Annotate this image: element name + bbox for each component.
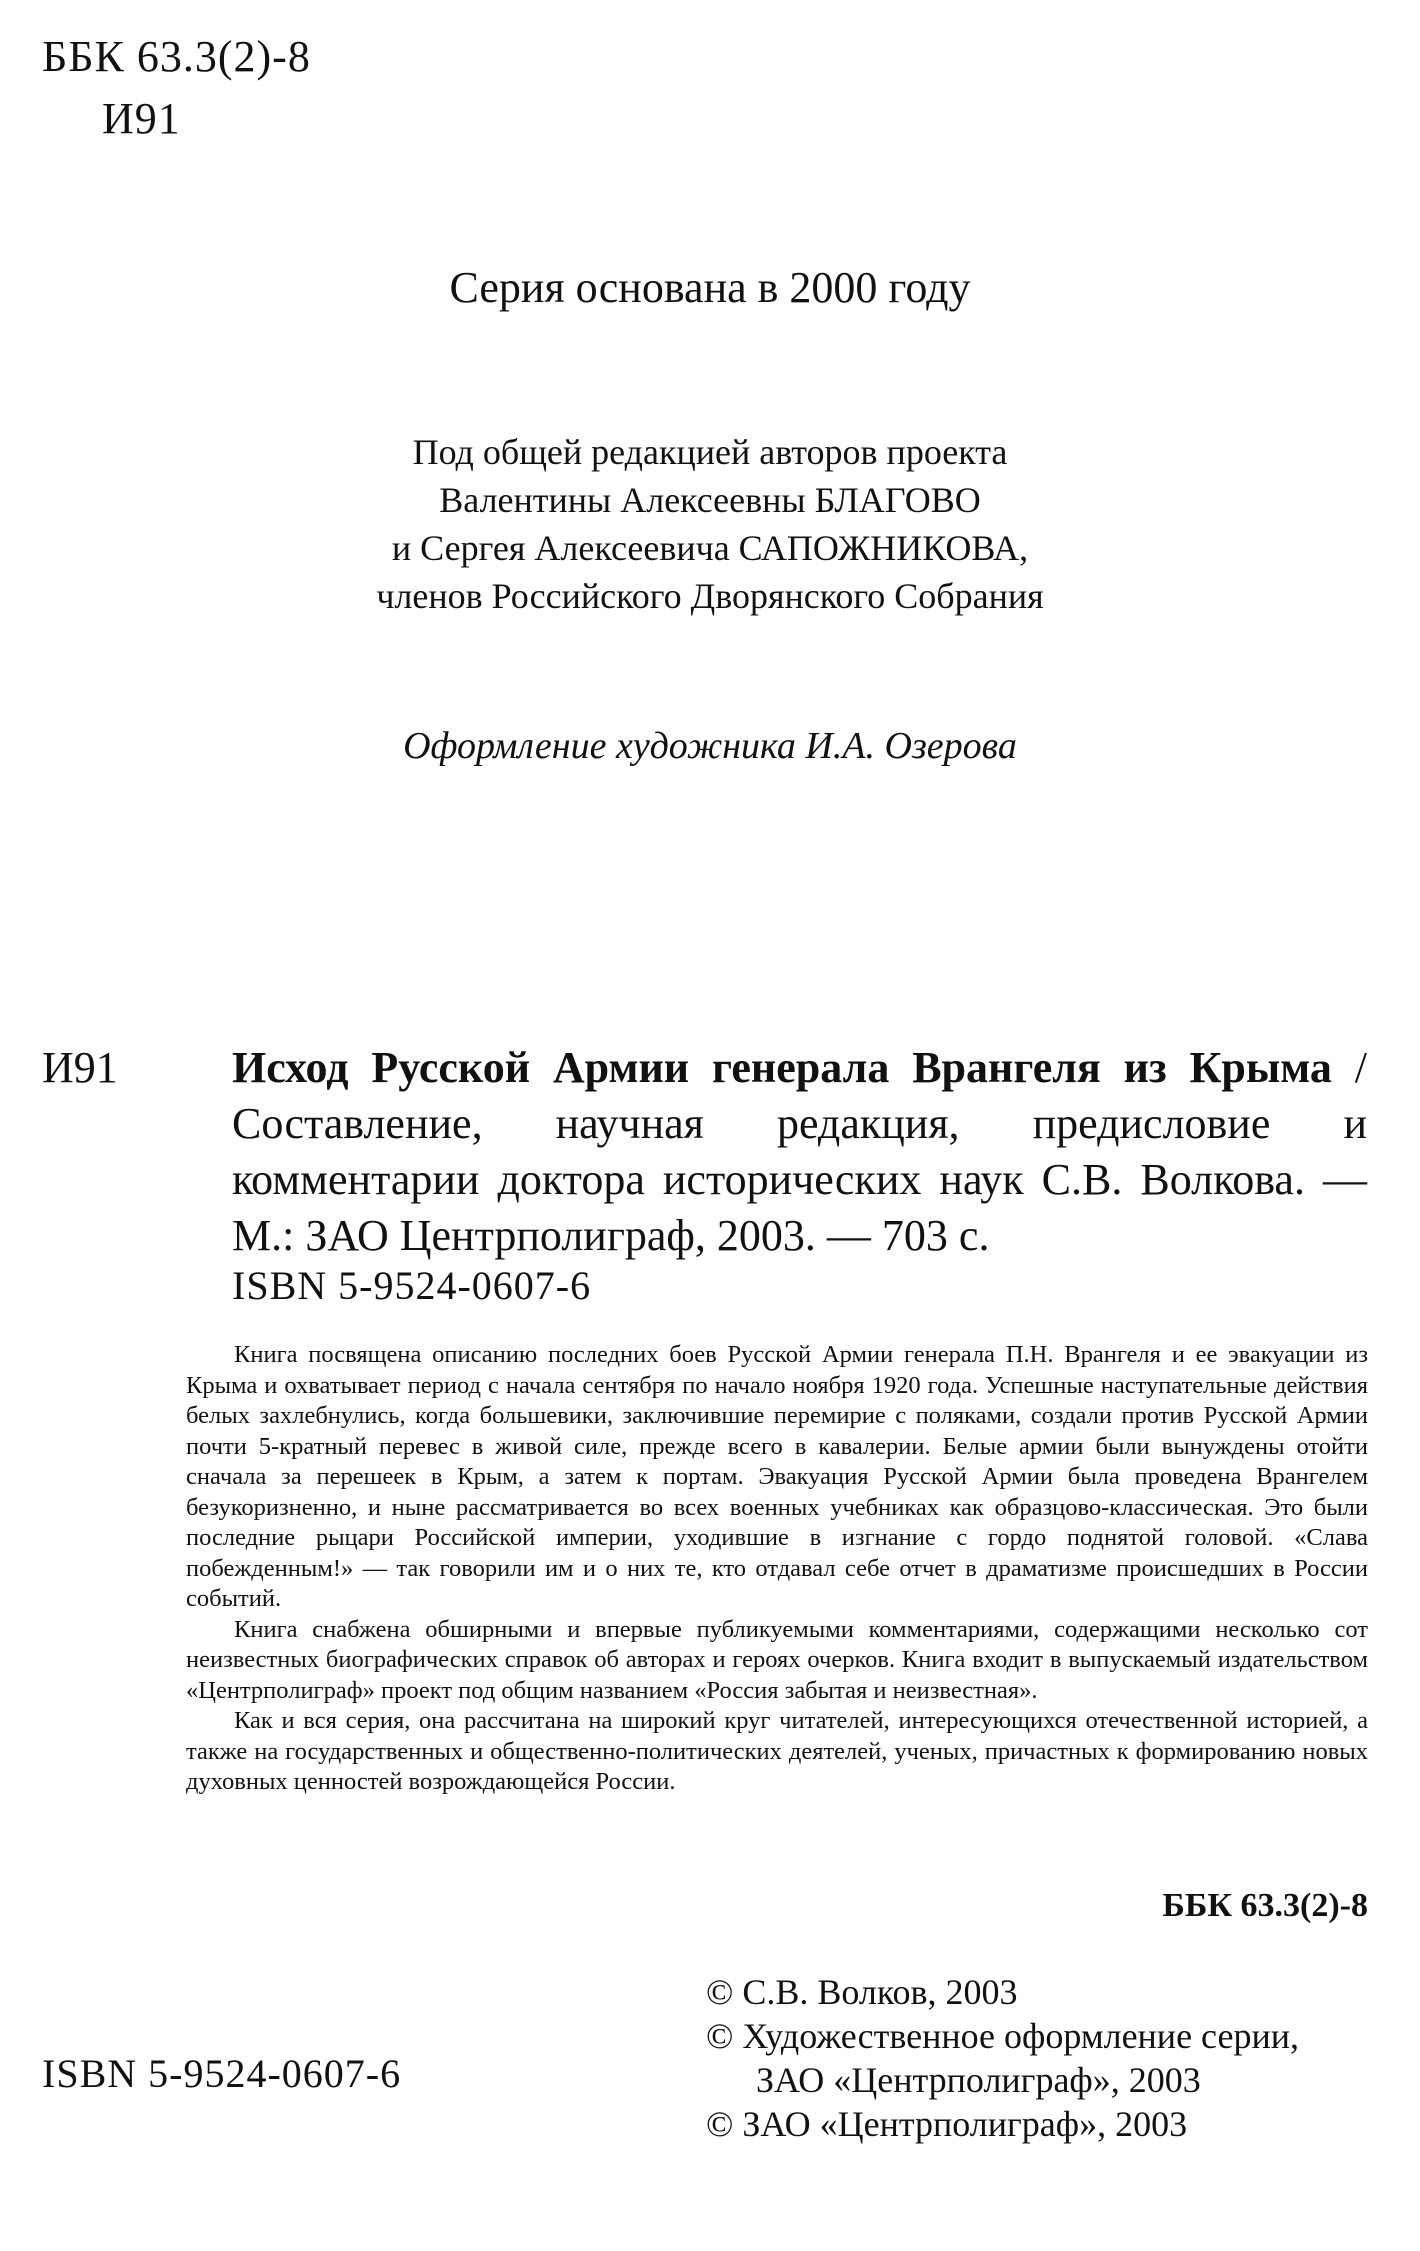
bibliographic-record [232, 1040, 1367, 1264]
editors-block [0, 428, 1420, 620]
editors-line: Под общей редакцией авторов проекта [412, 432, 1008, 472]
copyright-line: © С.В. Волков, 2003 [706, 1972, 1018, 2012]
bbk-code: ББК 63.3(2)-8 [42, 32, 311, 81]
copyright-line: ЗАО «Центрполиграф», 2003 [756, 2060, 1201, 2100]
book-title: Исход Русской Армии генерала Врангеля из Крыма [232, 1043, 1332, 1092]
editors-line: и Сергея Алексеевича САПОЖНИКОВА, [391, 528, 1029, 568]
copyright-line: © ЗАО «Центрполиграф», 2003 [706, 2104, 1188, 2144]
isbn-bottom: ISBN 5-9524-0607-6 [42, 2051, 402, 2096]
shelfmark: И91 [42, 1043, 118, 1092]
copyright-line: © Художественное оформление серии, [706, 2016, 1299, 2056]
copyright-block [706, 1970, 1299, 2146]
classification-block [42, 26, 311, 150]
author-mark: И91 [102, 94, 181, 143]
annotation [186, 1340, 1368, 1798]
designer-credit: Оформление художника И.А. Озерова [403, 725, 1017, 767]
bbk-code-bottom: ББК 63.3(2)-8 [1162, 1887, 1368, 1924]
editors-line: членов Российского Дворянского Собрания [376, 576, 1044, 616]
annotation-paragraph: Книга снабжена обширными и впервые публикуемыми комментариями, содержащими несколько сот неизвестных биографических справок об авторах и героях очерков. Книга входит в выпускаемый издательством «Центрполиграф» проект под общим названием «Россия забытая и неизвестная». [186, 1615, 1368, 1704]
editors-line: Валентины Алексеевны БЛАГОВО [439, 480, 981, 520]
annotation-paragraph: Как и вся серия, она рассчитана на широкий круг читателей, интересующихся отечественной историей, а также на государственных и общественно-политических деятелей, ученых, причастных к формированию новых духовных ценностей возрождающейся России. [186, 1707, 1368, 1795]
annotation-paragraph: Книга посвящена описанию последних боев Русской Армии генерала П.Н. Врангеля и ее эвакуации из Крыма и охватывает период с начала сентября по начало ноября 1920 года. Успешные наступательные действия белых захлебнулись, когда большевики, заключившие перемирие с поляками, создали против Русской Армии почти 5-кратный перевес в живой силе, прежде всего в кавалерии. Белые армии были вынуждены отойти сначала за перешеек в Крым, а затем к портам. Эвакуация Русской Армии была проведена Врангелем безукоризненно, и ныне рассматривается во всех военных учебниках как образцово-классическая. Это были последние рыцари Российской империи, уходившие в изгнание с гордо поднятой головой. «Слава побежденным!» — так говорили им и о них те, кто отдавал себе отчет в драматизме происшедших в России событий. [186, 1341, 1368, 1612]
isbn: ISBN 5-9524-0607-6 [232, 1263, 592, 1308]
responsibility-statement: / Составление, научная редакция, предисловие и комментарии доктора исторических наук С.В. Волкова. — М.: ЗАО Центрполиграф, 2003. — 703 с. [232, 1043, 1367, 1260]
series-note: Серия основана в 2000 году [449, 263, 971, 312]
